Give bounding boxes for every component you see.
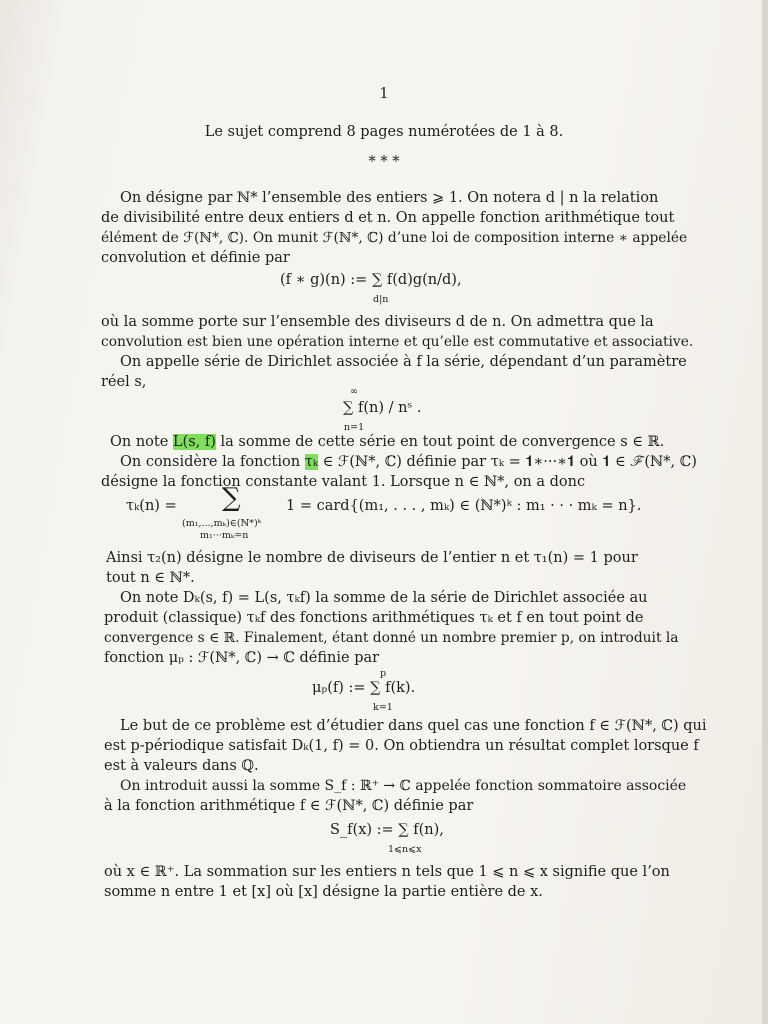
intro-line: Le sujet comprend 8 pages numérotées de 1 à 8. xyxy=(204,124,564,140)
equation-convolution: (f ∗ g)(n) := ∑ f(d)g(n/d), xyxy=(280,272,462,288)
equation-superscript: p xyxy=(380,668,387,679)
highlighted-text: L(s, f) xyxy=(172,434,216,450)
text-line: On note Dₖ(s, f) = L(s, τₖf) la somme de la série de Dirichlet associée au xyxy=(120,590,648,606)
text-line: On désigne par ℕ* l’ensemble des entiers ⩾ 1. On notera d | n la relation xyxy=(120,190,659,206)
equation-subscript: n=1 xyxy=(344,422,365,433)
text-line: réel s, xyxy=(101,374,147,390)
text-line: de divisibilité entre deux entiers d et n. On appelle fonction arithmétique tout xyxy=(101,210,675,226)
text-line: élément de ℱ(ℕ*, ℂ). On munit ℱ(ℕ*, ℂ) d’une loi de composition interne ∗ appelée xyxy=(101,230,688,246)
equation-subscript: (m₁,...,mₖ)∈(ℕ*)ᵏ xyxy=(182,518,262,529)
text-line: Le but de ce problème est d’étudier dans quel cas une fonction f ∈ ℱ(ℕ*, ℂ) qui xyxy=(120,718,707,734)
equation-subscript: d|n xyxy=(373,294,389,305)
text-line: convolution est bien une opération interne et qu’elle est commutative et associative. xyxy=(101,334,694,350)
equation-mu: μₚ(f) := ∑ f(k). xyxy=(312,680,416,696)
text-fragment: la somme de cette série en tout point de convergence s ∈ ℝ. xyxy=(215,434,665,450)
text-fragment: ∈ ℱ(ℕ*, ℂ) définie par τₖ = 𝟏∗···∗𝟏 où 𝟏 ∈ ℱ(ℕ*, ℂ) xyxy=(318,454,697,470)
text-line xyxy=(120,452,697,472)
text-line: convolution et définie par xyxy=(101,250,290,266)
equation-subscript: 1⩽n⩽x xyxy=(388,844,422,855)
text-line xyxy=(110,432,664,452)
sum-symbol: ∑ xyxy=(222,483,241,513)
text-fragment: On note xyxy=(110,434,173,450)
text-line: somme n entre 1 et [x] où [x] désigne la partie entière de x. xyxy=(104,884,543,900)
equation-tau-lhs: τₖ(n) = xyxy=(126,498,177,514)
text-line: tout n ∈ ℕ*. xyxy=(106,570,195,586)
text-line: est à valeurs dans ℚ. xyxy=(104,758,259,774)
text-line: convergence s ∈ ℝ. Finalement, étant donné un nombre premier p, on introduit la xyxy=(104,630,679,646)
page-number: 1 xyxy=(379,86,389,102)
text-line: où x ∈ ℝ⁺. La sommation sur les entiers n tels que 1 ⩽ n ⩽ x signifie que l’on xyxy=(104,864,670,880)
text-line: produit (classique) τₖf des fonctions arithmétiques τₖ et f en tout point de xyxy=(104,610,644,626)
equation-tau-rhs: 1 = card{(m₁, . . . , mₖ) ∈ (ℕ*)ᵏ : m₁ · · · mₖ = n}. xyxy=(286,498,642,514)
highlighted-text: τₖ xyxy=(304,454,318,470)
text-line: à la fonction arithmétique f ∈ ℱ(ℕ*, ℂ) définie par xyxy=(104,798,474,814)
equation-dirichlet-series: ∑ f(n) / nˢ . xyxy=(343,400,422,416)
equation-superscript: ∞ xyxy=(350,386,358,397)
text-line: On introduit aussi la somme S_f : ℝ⁺ → ℂ appelée fonction sommatoire associée xyxy=(120,778,687,794)
text-line: désigne la fonction constante valant 1. Lorsque n ∈ ℕ*, on a donc xyxy=(101,474,586,490)
equation-summatory: S_f(x) := ∑ f(n), xyxy=(330,822,444,838)
text-fragment: On considère la fonction xyxy=(120,454,305,470)
text-line: est p-périodique satisfait Dₖ(1, f) = 0. On obtiendra un résultat complet lorsque f xyxy=(104,738,699,754)
equation-subscript: m₁···mₖ=n xyxy=(200,530,249,541)
equation-subscript: k=1 xyxy=(373,702,393,713)
text-line: On appelle série de Dirichlet associée à f la série, dépendant d’un paramètre xyxy=(120,354,687,370)
separator-stars: * * * xyxy=(368,154,400,170)
text-line: fonction μₚ : ℱ(ℕ*, ℂ) → ℂ définie par xyxy=(104,650,380,666)
text-line: où la somme porte sur l’ensemble des diviseurs d de n. On admettra que la xyxy=(101,314,654,330)
text-line: Ainsi τ₂(n) désigne le nombre de diviseurs de l’entier n et τ₁(n) = 1 pour xyxy=(106,550,638,566)
